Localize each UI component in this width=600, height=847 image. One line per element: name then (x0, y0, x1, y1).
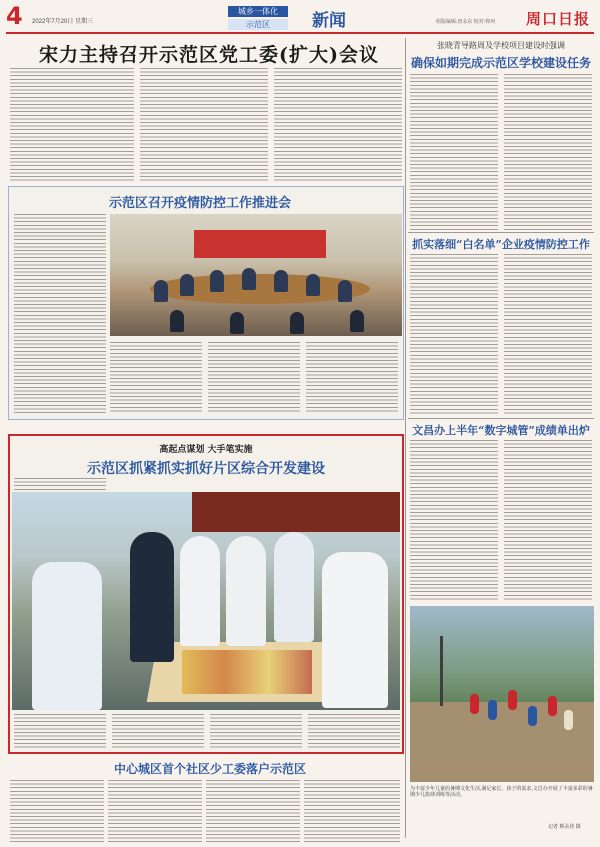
epidemic-headline: 示范区召开疫情防控工作推进会 (108, 196, 291, 211)
section-divider (408, 232, 594, 233)
article-body-text (306, 342, 398, 414)
right-top-kicker: 张晓青导路周及学校项目建设时强调 (437, 41, 565, 50)
article-body-text (274, 68, 402, 182)
article-body-text (504, 440, 592, 600)
attendee-figure (154, 280, 168, 302)
child-figure (470, 694, 479, 714)
attendee-figure (274, 270, 288, 292)
article-body-text (10, 68, 134, 182)
editors-line: 组版编辑:唐永东 校对:仰珂 (436, 19, 496, 25)
child-figure (528, 706, 537, 726)
article-body-text (208, 342, 300, 414)
photo-credit: 记者 蔡永佳 摄 (548, 824, 581, 830)
hoop-pole-shape (440, 636, 443, 706)
official-figure (322, 552, 388, 708)
section-title: 新闻 (312, 11, 346, 31)
development-headline: 示范区抓紧抓实抓好片区综合开发建设 (87, 461, 325, 477)
planning-map-shape (182, 650, 312, 694)
paper-logo: 周口日报 (526, 10, 591, 28)
article-body-text (410, 74, 498, 230)
official-figure (130, 532, 174, 662)
photo-caption: 为丰富少年儿童的暑期文化生活,满足家长、孩子的需求,文昌办开展了丰富多彩的暑期少儿篮球训练等活动。 (410, 786, 593, 798)
child-figure (508, 690, 517, 710)
article-body-text (108, 780, 202, 842)
attendee-figure (290, 312, 304, 334)
edition-badge-bottom: 示范区 (228, 19, 288, 30)
attendee-figure (180, 274, 194, 296)
page-number: 4 (6, 2, 23, 30)
article-body-text (304, 780, 400, 842)
edition-badge-top: 城乡一体化 (228, 6, 288, 17)
article-body-text (14, 478, 106, 490)
section-divider (408, 418, 594, 419)
attendee-figure (170, 310, 184, 332)
official-figure (32, 562, 102, 710)
child-figure (548, 696, 557, 716)
right-top-headline: 确保如期完成示范区学校建设任务 (410, 56, 591, 70)
child-figure (564, 710, 573, 730)
attendee-figure (338, 280, 352, 302)
article-body-text (14, 214, 106, 414)
attendee-figure (306, 274, 320, 296)
attendee-figure (242, 268, 256, 290)
site-visit-photo (12, 492, 400, 710)
edition-badge (228, 6, 310, 30)
official-figure (180, 536, 220, 646)
attendee-figure (230, 312, 244, 334)
article-body-text (410, 440, 498, 600)
meeting-banner-shape (194, 230, 326, 258)
article-body-text (14, 714, 106, 750)
article-body-text (504, 74, 592, 230)
youth-work-headline: 中心城区首个社区少工委落户示范区 (113, 762, 306, 776)
basketball-photo (410, 606, 594, 782)
meeting-photo (110, 214, 402, 336)
edition-date: 2022年7月20日 星期三 (32, 19, 94, 25)
article-body-text (140, 68, 268, 182)
attendee-figure (210, 270, 224, 292)
child-figure (488, 700, 497, 720)
white-list-headline: 抓实落细“白名单”企业疫情防控工作 (412, 238, 590, 251)
development-kicker: 高起点谋划 大手笔实施 (159, 445, 253, 455)
tent-canopy-shape (192, 492, 400, 532)
digital-city-headline: 文昌办上半年“数字城管”成绩单出炉 (412, 424, 590, 437)
article-body-text (206, 780, 300, 842)
article-body-text (504, 254, 592, 416)
article-body-text (210, 714, 302, 750)
official-figure (274, 532, 314, 642)
official-figure (226, 536, 266, 646)
article-body-text (112, 714, 204, 750)
article-body-text (110, 342, 202, 414)
column-divider (405, 38, 406, 838)
masthead (6, 4, 594, 34)
article-body-text (10, 780, 104, 842)
main-headline: 宋力主持召开示范区党工委(扩大)会议 (39, 44, 379, 66)
article-body-text (308, 714, 400, 750)
attendee-figure (350, 310, 364, 332)
article-body-text (410, 254, 498, 416)
